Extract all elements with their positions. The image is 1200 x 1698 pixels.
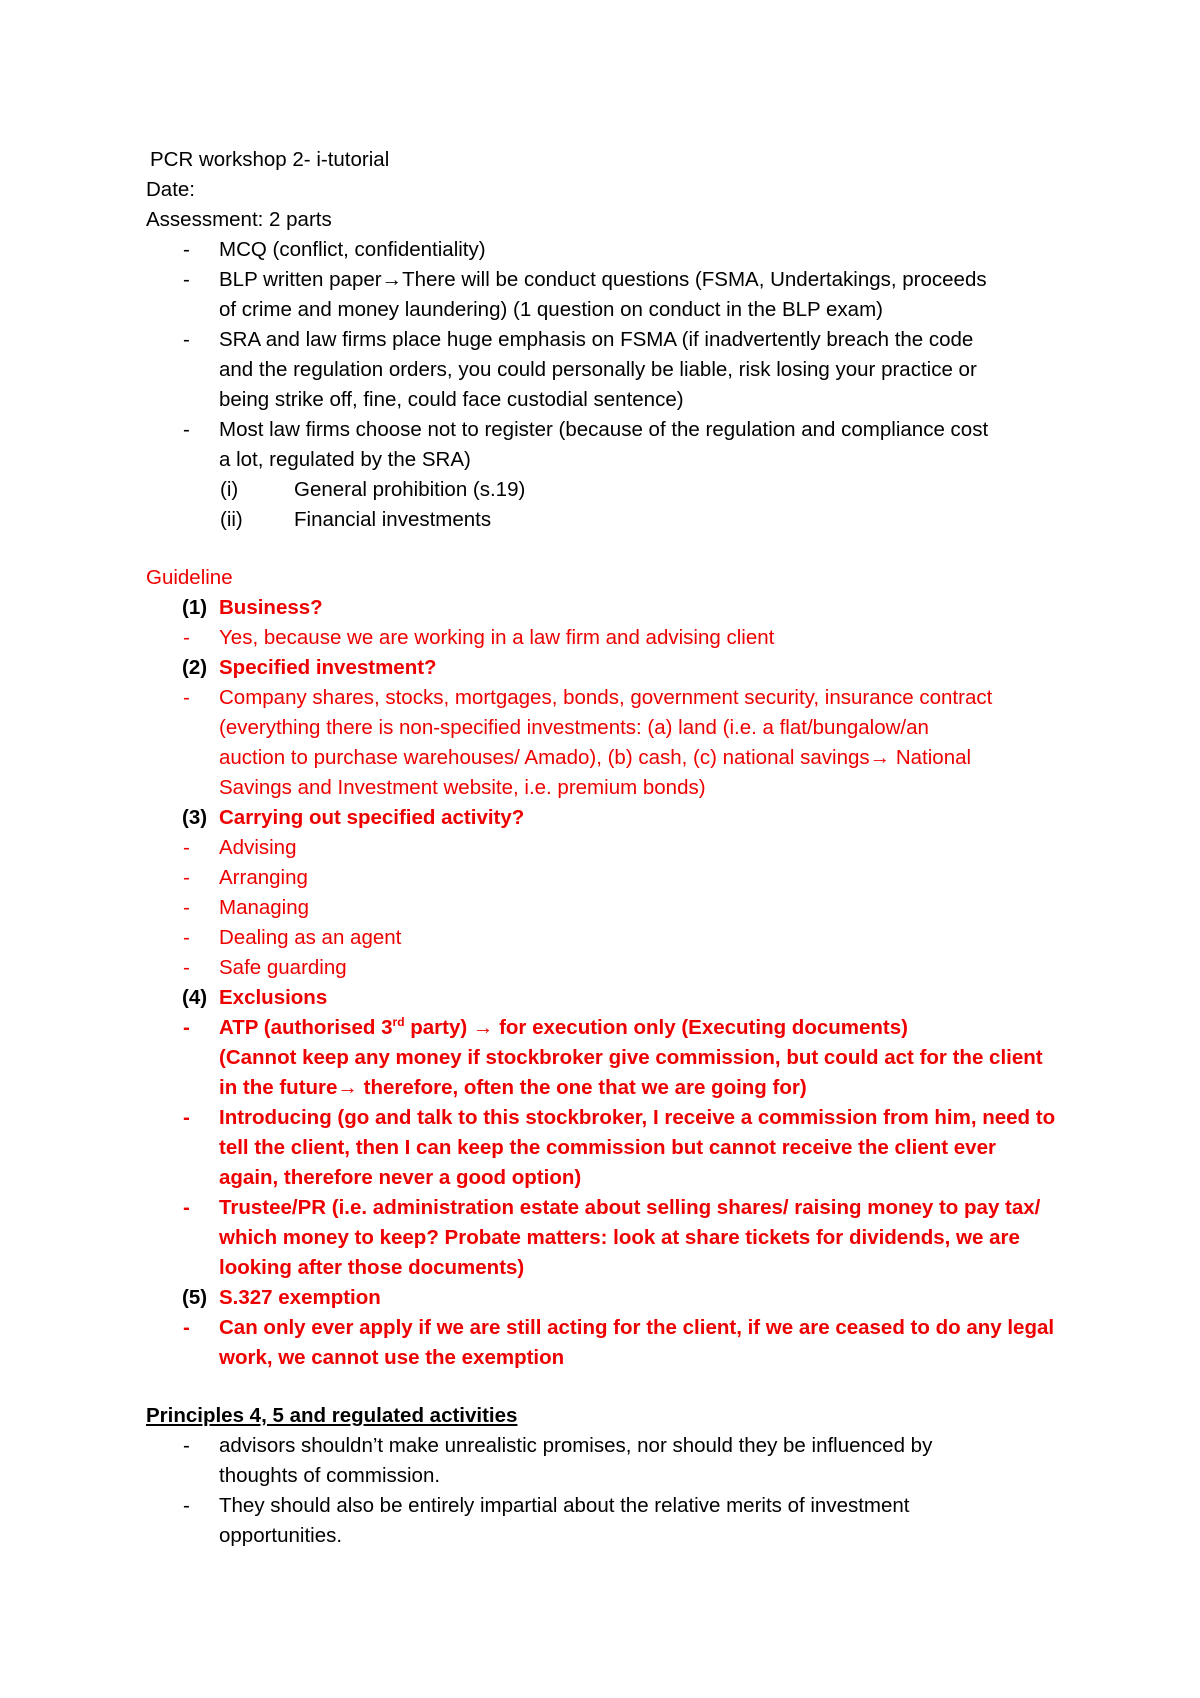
section-heading-text: S.327 exemption [219,1286,381,1309]
section-heading-text: Carrying out specified activity? [219,806,525,829]
list-item-line: Yes, because we are working in a law firm and advising client [219,626,775,649]
guideline-section-heading [146,653,1086,683]
bullet-dash: - [183,1016,190,1039]
sub-list [146,475,1086,535]
list-item [146,235,1086,265]
list-item-line: Safe guarding [219,956,347,979]
doc-title: PCR workshop 2- i-tutorial [150,148,390,171]
list-item-line: looking after those documents) [219,1256,525,1279]
list-item-line: Trustee/PR (i.e. administration estate about selling shares/ raising money to pay tax/ [219,1196,1041,1219]
list-item-line: Managing [219,896,310,919]
sub-item-number: (i) [220,478,239,501]
list-item-line: work, we cannot use the exemption [219,1346,565,1369]
bullet-dash: - [183,1196,190,1219]
list-item-line: BLP written paper→There will be conduct questions (FSMA, Undertakings, proceeds [219,268,987,291]
list-item [146,953,1086,983]
list-item-line: tell the client, then I can keep the commission but cannot receive the client ever [219,1136,996,1159]
section-number: (1) [182,596,208,619]
sub-item [146,475,1086,505]
list-item-line: Introducing (go and talk to this stockbroker, I receive a commission from him, need to [219,1106,1056,1129]
list-item [146,623,1086,653]
guideline-section-heading [146,593,1086,623]
list-item [146,893,1086,923]
list-item-line: MCQ (conflict, confidentiality) [219,238,486,261]
bullet-dash: - [183,896,190,919]
guideline-section-heading [146,803,1086,833]
section-heading-text: Business? [219,596,323,619]
sub-item-number: (ii) [220,508,243,531]
section-heading-text: Specified investment? [219,656,437,679]
list-item-line: Can only ever apply if we are still acting for the client, if we are ceased to do any legal [219,1316,1055,1339]
principles-list [146,1431,1086,1551]
guideline-section-heading [146,983,1086,1013]
list-item [146,863,1086,893]
list-item [146,1193,1086,1283]
list-item-line: SRA and law firms place huge emphasis on FSMA (if inadvertently breach the code [219,328,974,351]
list-item-line: Company shares, stocks, mortgages, bonds, government security, insurance contract [219,686,993,709]
document-body [146,145,1086,1551]
bullet-dash: - [183,418,190,441]
list-item-line: auction to purchase warehouses/ Amado), (b) cash, (c) national savings→ National [219,746,972,769]
list-item [146,265,1086,325]
list-item-line: opportunities. [219,1524,343,1547]
list-item-line: again, therefore never a good option) [219,1166,582,1189]
list-item [146,1431,1086,1491]
list-item-line: Dealing as an agent [219,926,402,949]
list-item [146,923,1086,953]
bullet-dash: - [183,238,190,261]
bullet-dash: - [183,926,190,949]
list-item-line: which money to keep? Probate matters: look at share tickets for dividends, we are [219,1226,1020,1249]
sub-item-text: Financial investments [294,508,492,531]
list-item-line: Most law firms choose not to register (because of the regulation and compliance cost [219,418,989,441]
bullet-dash: - [183,866,190,889]
principles-title: Principles 4, 5 and regulated activities [146,1404,518,1427]
section-heading-text: Exclusions [219,986,328,1009]
bullet-dash: - [183,268,190,291]
list-item-line: a lot, regulated by the SRA) [219,448,471,471]
list-item [146,1491,1086,1551]
sub-item-text: General prohibition (s.19) [294,478,526,501]
list-item-line: (everything there is non-specified investments: (a) land (i.e. a flat/bungalow/an [219,716,929,739]
list-item [146,325,1086,415]
list-item-line: Arranging [219,866,308,889]
bullet-dash: - [183,626,190,649]
bullet-dash: - [183,1316,190,1339]
list-item-line: of crime and money laundering) (1 question on conduct in the BLP exam) [219,298,883,321]
list-item-line: ATP (authorised 3rd party) → for execution only (Executing documents) [219,1015,908,1039]
date-line: Date: [146,178,195,201]
guideline-title: Guideline [146,566,233,589]
list-item-line: in the future→ therefore, often the one that we are going for) [219,1076,807,1099]
bullet-dash: - [183,836,190,859]
guideline-section-heading [146,1283,1086,1313]
list-item-line: They should also be entirely impartial about the relative merits of investment [219,1494,910,1517]
bullet-dash: - [183,686,190,709]
list-item-line: Savings and Investment website, i.e. premium bonds) [219,776,706,799]
list-item-line: (Cannot keep any money if stockbroker give commission, but could act for the client [219,1046,1043,1069]
section-number: (2) [182,656,208,679]
list-item [146,1013,1086,1103]
guideline-list [146,593,1086,1373]
section-number: (4) [182,986,208,1009]
list-item-line: being strike off, fine, could face custodial sentence) [219,388,684,411]
bullet-dash: - [183,328,190,351]
assessment-line: Assessment: 2 parts [146,208,332,231]
bullet-dash: - [183,1106,190,1129]
list-item [146,833,1086,863]
bullet-dash: - [183,1494,190,1517]
sub-item [146,505,1086,535]
section-number: (3) [182,806,208,829]
list-item [146,1313,1086,1373]
list-item [146,1103,1086,1193]
list-item-line: Advising [219,836,297,859]
list-item [146,415,1086,475]
section-number: (5) [182,1286,208,1309]
list-item-line: thoughts of commission. [219,1464,441,1487]
list-item-line: and the regulation orders, you could personally be liable, risk losing your practice or [219,358,977,381]
list-item-line: advisors shouldn’t make unrealistic promises, nor should they be influenced by [219,1434,933,1457]
list-item [146,683,1086,803]
assessment-list [146,235,1086,475]
bullet-dash: - [183,956,190,979]
bullet-dash: - [183,1434,190,1457]
